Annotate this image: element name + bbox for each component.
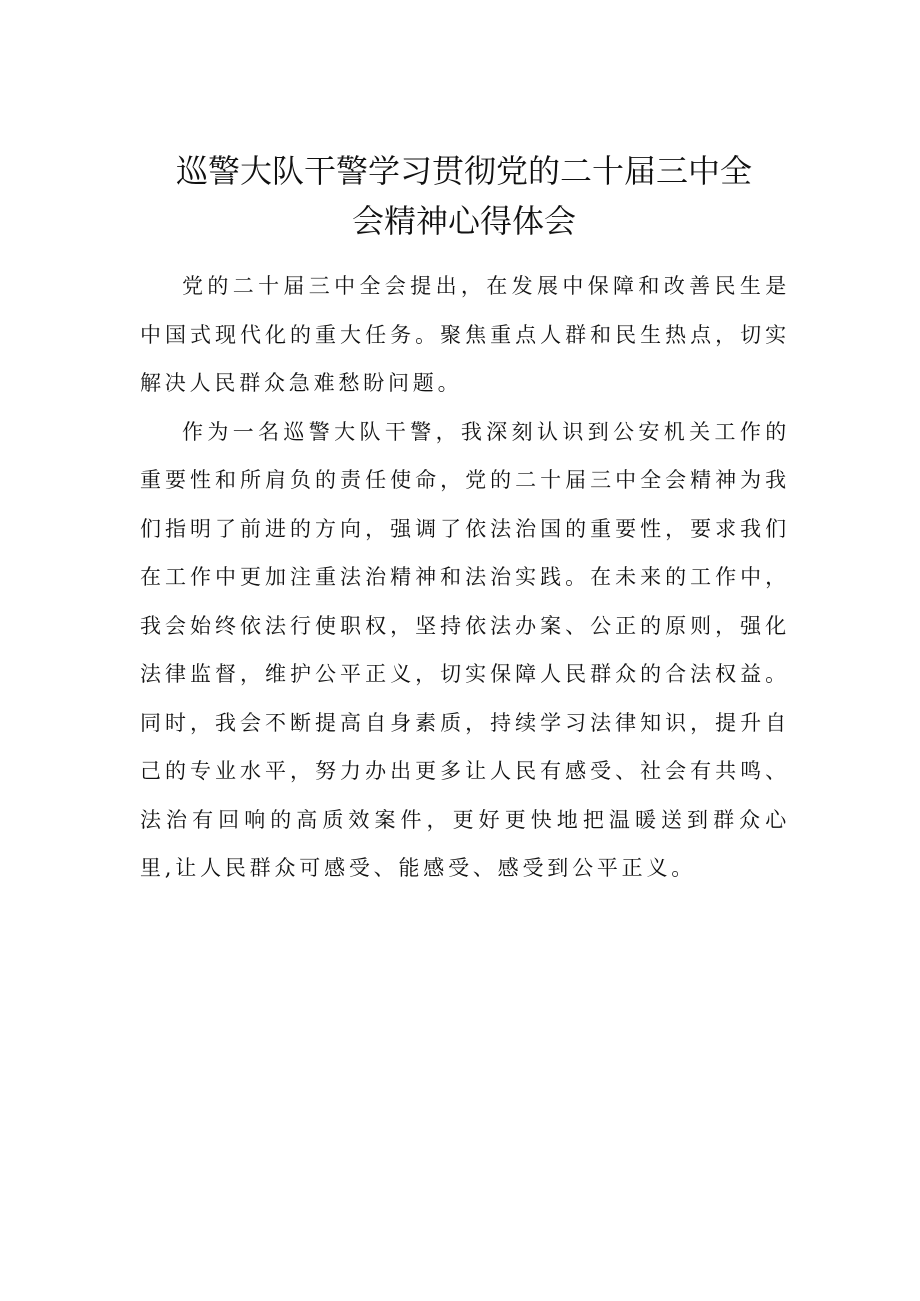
document-body <box>140 262 790 893</box>
title-line-1: 巡警大队干警学习贯彻党的二十届三中全 <box>175 152 752 190</box>
title-line-2: 会精神心得体会 <box>351 202 576 240</box>
paragraph-1: 党的二十届三中全会提出，在发展中保障和改善民生是中国式现代化的重大任务。聚焦重点人群和民生热点，切实解决人民群众急难愁盼问题。 <box>140 274 790 395</box>
paragraph-2: 作为一名巡警大队干警，我深刻认识到公安机关工作的重要性和所肩负的责任使命，党的二十届三中全会精神为我们指明了前进的方向，强调了依法治国的重要性，要求我们在工作中更加注重法治精神和法治实践。在未来的工作中，我会始终依法行使职权，坚持依法办案、公正的原则，强化法律监督，维护公平正义，切实保障人民群众的合法权益。同时，我会不断提高自身素质，持续学习法律知识，提升自己的专业水平，努力办出更多让人民有感受、社会有共鸣、法治有回响的高质效案件，更好更快地把温暖送到群众心里,让人民群众可感受、能感受、感受到公平正义。 <box>140 419 790 880</box>
document-title <box>140 146 788 246</box>
